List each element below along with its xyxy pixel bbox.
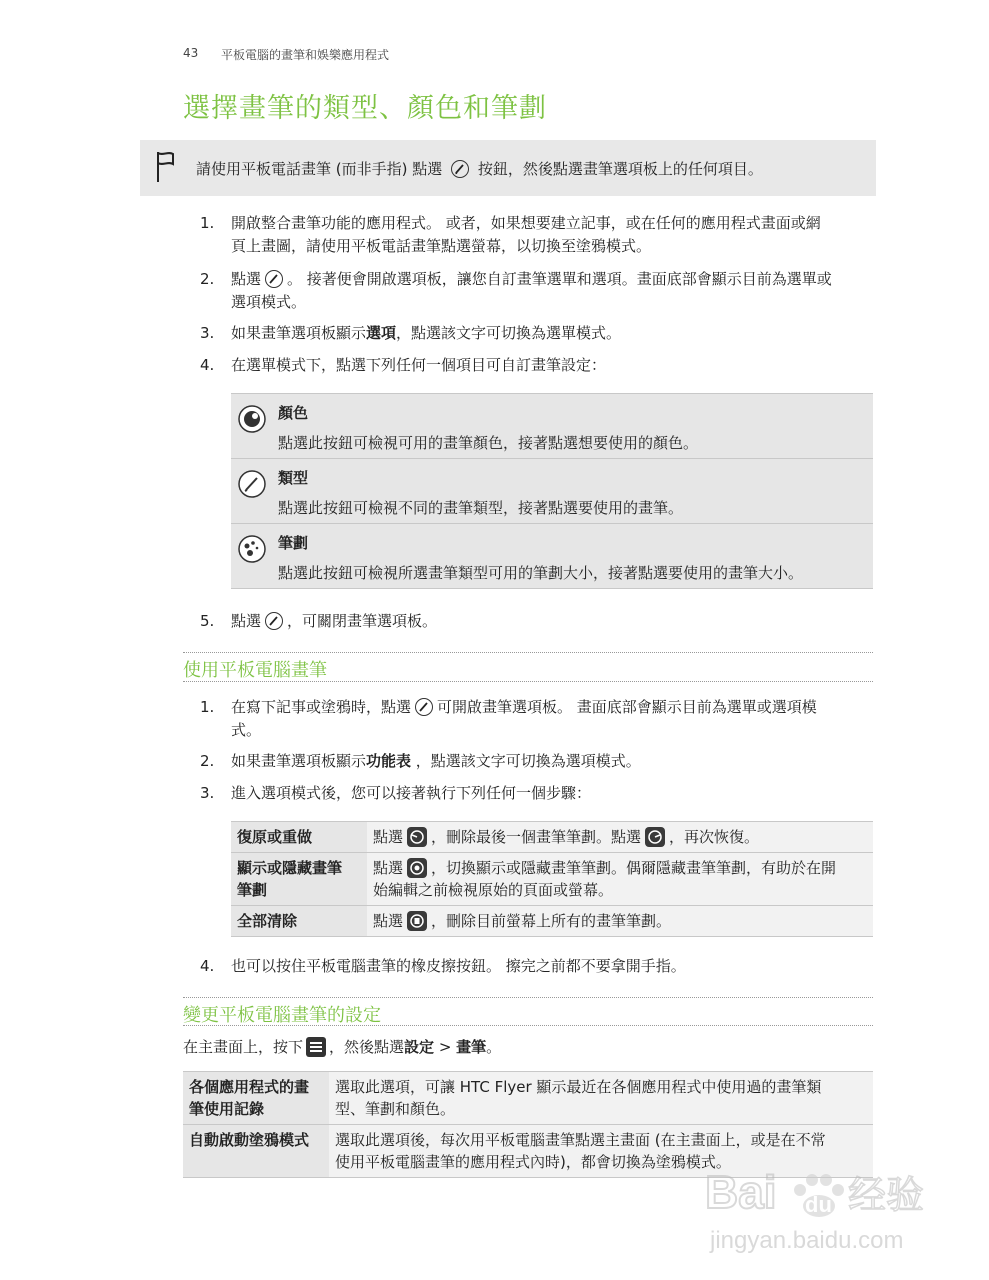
table-row	[231, 822, 873, 853]
step-number: 4.	[200, 356, 215, 374]
step-text: 在選單模式下，點選下列任何一個項目可自訂畫筆設定：	[231, 356, 607, 374]
step-number: 1.	[200, 698, 215, 716]
table-text: 始編輯之前檢視原始的頁面或螢幕。	[373, 881, 614, 899]
step-text: 如果畫筆選項板顯示	[231, 752, 367, 770]
step-text: 進入選項模式後，您可以接著執行下列任何一個步驟：	[231, 784, 592, 802]
step-text: ，點選該文字可切換為選單模式。	[396, 324, 622, 342]
feature-title: 類型	[278, 469, 309, 487]
color-icon[interactable]	[237, 404, 267, 434]
step-number: 2.	[200, 270, 215, 288]
step-text: 在寫下記事或塗鴉時，點選	[231, 698, 412, 716]
table-text: 點選	[373, 828, 404, 846]
page-title: 選擇畫筆的類型、顏色和筆劃	[183, 93, 547, 124]
step-bold: 選項	[366, 324, 397, 342]
clear-all-icon[interactable]	[407, 911, 427, 931]
table-text: 選取此選項，可讓 HTC Flyer 顯示最近在各個應用程式中使用過的畫筆類	[335, 1078, 822, 1096]
table-row	[231, 458, 873, 523]
table-key: 復原或重做	[231, 822, 367, 853]
watermark-brand: Bai	[705, 1166, 777, 1218]
step-number: 2.	[200, 752, 215, 770]
note-text-after: 按鈕，然後點選畫筆選項板上的任何項目。	[477, 160, 763, 178]
eye-icon[interactable]	[407, 858, 427, 878]
redo-icon[interactable]	[645, 827, 665, 847]
step-line: 開啟整合畫筆功能的應用程式。 或者，如果想要建立記事，或在任何的應用程式畫面或網	[231, 214, 821, 232]
intro-text: ，然後點選	[329, 1038, 405, 1056]
table-text: 使用平板電腦畫筆的應用程式內時)，都會切換為塗鴉模式。	[335, 1153, 731, 1171]
step-text: ，點選該文字可切換為選項模式。	[411, 752, 641, 770]
pen-icon	[265, 612, 283, 630]
watermark-brand-du: du	[805, 1192, 832, 1217]
table-key-line: 筆劃	[237, 881, 268, 899]
step-number: 5.	[200, 612, 215, 630]
pen-type-icon[interactable]	[237, 469, 267, 499]
step-text: 可開啟畫筆選項板。 畫面底部會顯示目前為選單或選項模	[437, 698, 817, 716]
table-key	[183, 1072, 329, 1125]
divider	[183, 652, 873, 653]
page-number: 43	[183, 46, 199, 60]
note-text-before: 請使用平板電話畫筆 (而非手指) 點選	[196, 160, 443, 178]
feature-table	[231, 393, 873, 589]
step-text: 點選	[231, 612, 262, 630]
pen-icon	[451, 160, 469, 178]
step-number: 3.	[200, 784, 215, 802]
table-value	[329, 1072, 873, 1125]
step-line: 選項模式。	[231, 293, 307, 311]
table-text: 型、筆劃和顏色。	[335, 1100, 456, 1118]
step-text: 點選	[231, 270, 262, 288]
table-row	[183, 1072, 873, 1125]
feature-desc: 點選此按鈕可檢視所選畫筆類型可用的筆劃大小，接著點選要使用的畫筆大小。	[278, 564, 804, 582]
table-key	[231, 853, 367, 906]
feature-title: 筆劃	[278, 534, 309, 552]
note-text	[196, 158, 763, 179]
step-text: ，可關閉畫筆選項板。	[287, 612, 438, 630]
table-value	[367, 906, 873, 937]
step-number: 4.	[200, 957, 215, 975]
step-line: 頁上畫圖，請使用平板電話畫筆點選螢幕，以切換至塗鴉模式。	[231, 237, 652, 255]
running-title: 平板電腦的畫筆和娛樂應用程式	[221, 48, 390, 62]
table-text: ，再次恢復。	[669, 828, 760, 846]
table-key-line: 筆使用記錄	[189, 1100, 265, 1118]
feature-title: 顏色	[278, 404, 309, 422]
table-row	[231, 853, 873, 906]
step-text: 。 接著便會開啟選項板，讓您自訂畫筆選單和選項。畫面底部會顯示目前為選單或	[287, 270, 832, 288]
section-heading: 使用平板電腦畫筆	[183, 660, 327, 681]
menu-icon[interactable]	[306, 1037, 326, 1057]
table-value	[367, 822, 873, 853]
divider	[183, 997, 873, 998]
divider	[183, 1025, 873, 1026]
table-row	[231, 393, 873, 458]
feature-desc: 點選此按鈕可檢視不同的畫筆類型，接著點選要使用的畫筆。	[278, 499, 684, 517]
step-text: 也可以按住平板電腦畫筆的橡皮擦按鈕。 擦完之前都不要拿開手指。	[231, 957, 686, 975]
intro-bold: 設定	[404, 1038, 435, 1056]
step-number: 1.	[200, 214, 215, 232]
table-row	[231, 906, 873, 937]
intro-text: >	[434, 1038, 457, 1056]
table-key: 全部清除	[231, 906, 367, 937]
table-text: ，刪除最後一個畫筆筆劃。點選	[431, 828, 642, 846]
feature-desc: 點選此按鈕可檢視可用的畫筆顏色，接著點選想要使用的顏色。	[278, 434, 699, 452]
pen-icon	[265, 270, 283, 288]
intro-text: 在主畫面上，按下	[183, 1038, 304, 1056]
watermark-url: jingyan.baidu.com	[710, 1227, 904, 1254]
intro-line	[183, 1036, 501, 1057]
step-bold: 功能表	[366, 752, 412, 770]
divider	[183, 681, 873, 682]
table-row	[231, 523, 873, 589]
step-number: 3.	[200, 324, 215, 342]
intro-text: 。	[486, 1038, 502, 1056]
table-text: 選取此選項後，每次用平板電腦畫筆點選主畫面 (在主畫面上，或是在不常	[335, 1131, 826, 1149]
table-text: 點選	[373, 859, 404, 877]
table-key: 自動啟動塗鴉模式	[183, 1125, 329, 1178]
table-key-line: 各個應用程式的畫	[189, 1078, 310, 1096]
intro-bold: 畫筆	[456, 1038, 487, 1056]
stroke-icon[interactable]	[237, 534, 267, 564]
step-text: 如果畫筆選項板顯示	[231, 324, 367, 342]
table-key-line: 顯示或隱藏畫筆	[237, 859, 343, 877]
pen-icon	[415, 698, 433, 716]
watermark-cn: 经验	[848, 1173, 925, 1217]
table-text: ，刪除目前螢幕上所有的畫筆筆劃。	[431, 912, 672, 930]
section-heading: 變更平板電腦畫筆的設定	[183, 1005, 381, 1026]
step-line: 式。	[231, 721, 262, 739]
baidu-watermark	[700, 1150, 950, 1260]
table-value	[367, 853, 873, 906]
table-text: ，切換顯示或隱藏畫筆筆劃。偶爾隱藏畫筆筆劃，有助於在開	[431, 859, 837, 877]
note-flag-icon	[154, 150, 176, 184]
options-table	[231, 821, 873, 937]
undo-icon[interactable]	[407, 827, 427, 847]
table-text: 點選	[373, 912, 404, 930]
